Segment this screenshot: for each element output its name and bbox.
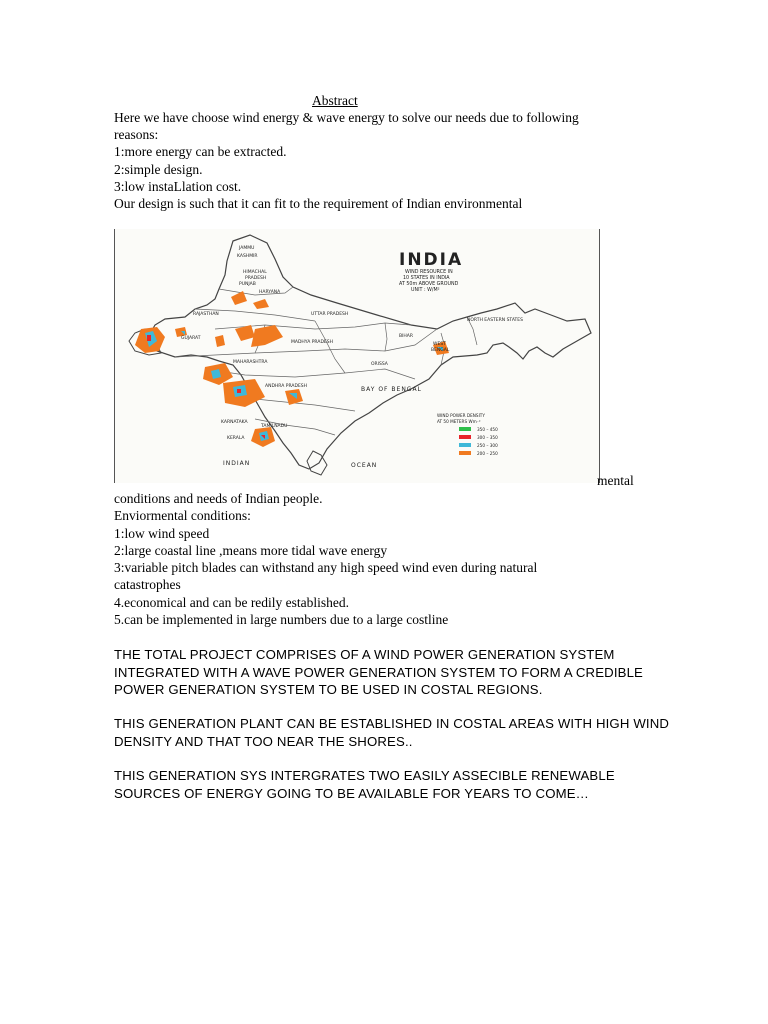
label-kerala: KERALA xyxy=(227,436,245,441)
label-andhra-pradesh: ANDHRA PRADESH xyxy=(265,384,308,389)
system-paragraph: THIS GENERATION SYS INTERGRATES TWO EASILY ASSECIBLE RENEWABLE SOURCES OF ENERGY GOING TO BE AVAILABLE FOR YEARS TO COME… xyxy=(114,768,615,801)
map-subtitle-4: UNIT : W/M² xyxy=(411,288,440,293)
design-line: Our design is such that it can fit to the requirement of Indian environmental xyxy=(114,196,523,211)
label-maharashtra: MAHARASHTRA xyxy=(233,360,268,365)
label-tamilnadu: TAMILNADU xyxy=(261,424,288,429)
reason-item: 1:more energy can be extracted. xyxy=(114,144,287,159)
intro-line-1: Here we have choose wind energy & wave energy to solve our needs due to following xyxy=(114,110,579,125)
india-map-svg xyxy=(115,229,599,483)
label-himachal-pradesh: PRADESH xyxy=(245,276,267,281)
label-gujarat: GUJARAT xyxy=(181,336,201,341)
env-item: 3:variable pitch blades can withstand any high speed wind even during natural xyxy=(114,560,538,575)
label-orissa: ORISSA xyxy=(371,362,388,367)
india-wind-map xyxy=(114,229,600,483)
env-item: catastrophes xyxy=(114,577,181,592)
legend-swatch xyxy=(459,443,471,447)
env-heading: Enviormental conditions: xyxy=(114,508,251,523)
abstract-title: Abstract xyxy=(312,93,358,108)
legend-swatch xyxy=(459,435,471,439)
map-subtitle-3: AT 50m ABOVE GROUND xyxy=(399,282,459,287)
reason-item: 2:simple design. xyxy=(114,162,203,177)
legend-swatch xyxy=(459,451,471,455)
label-ocean: OCEAN xyxy=(351,462,378,469)
legend-title-2: AT 50 METERS Wm⁻² xyxy=(437,419,481,424)
legend-range: 350 – 450 xyxy=(477,427,498,432)
design-line-tail: mental xyxy=(597,473,634,488)
legend-range: 300 – 350 xyxy=(477,435,498,440)
legend-title-1: WIND POWER DENSITY xyxy=(437,413,485,418)
label-haryana: HARYANA xyxy=(259,290,281,295)
label-bengal: BENGAL xyxy=(431,348,450,353)
plant-paragraph: THIS GENERATION PLANT CAN BE ESTABLISHED IN COSTAL AREAS WITH HIGH WIND DENSITY AND THAT TOO NEAR THE SHORES.. xyxy=(114,716,670,749)
label-rajasthan: RAJASTHAN xyxy=(193,312,219,317)
map-subtitle-1: WIND RESOURCE IN xyxy=(405,270,453,275)
map-subtitle-2: 10 STATES IN INDIA xyxy=(403,276,450,281)
intro-line-2: reasons: xyxy=(114,127,159,142)
env-item: 1:low wind speed xyxy=(114,526,210,541)
label-west: WEST xyxy=(433,342,446,347)
map-title: INDIA xyxy=(399,250,464,270)
label-jammu: JAMMU xyxy=(239,246,255,251)
label-bay-of-bengal: BAY OF BENGAL xyxy=(361,386,422,393)
project-paragraph: THE TOTAL PROJECT COMPRISES OF A WIND POWER GENERATION SYSTEM INTEGRATED WITH A WAVE POWER GENERATION SYSTEM TO FORM A CREDIBLE POWER GENERATION SYSTEM TO BE USED IN COSTAL REGIONS. xyxy=(114,647,644,698)
label-bihar: BIHAR xyxy=(399,334,414,339)
label-north-eastern: NORTH EASTERN STATES xyxy=(467,318,523,323)
label-himachal: HIMACHAL xyxy=(243,270,267,275)
env-item: 5.can be implemented in large numbers due to a large costline xyxy=(114,612,449,627)
label-karnataka: KARNATAKA xyxy=(221,420,248,425)
legend-swatch xyxy=(459,427,471,431)
legend-range: 200 – 250 xyxy=(477,451,498,456)
label-kashmir: KASHMIR xyxy=(237,254,258,259)
label-madhya-pradesh: MADHYA PRADESH xyxy=(291,340,334,345)
env-item: 4.economical and can be redily established. xyxy=(114,595,350,610)
legend-range: 250 – 300 xyxy=(477,443,498,448)
conditions-line: conditions and needs of Indian people. xyxy=(114,491,323,506)
label-uttar-pradesh: UTTAR PRADESH xyxy=(311,312,349,317)
reason-item: 3:low instaLlation cost. xyxy=(114,179,242,194)
label-indian: INDIAN xyxy=(223,460,251,467)
env-item: 2:large coastal line ,means more tidal wave energy xyxy=(114,543,388,558)
label-punjab: PUNJAB xyxy=(239,282,256,287)
